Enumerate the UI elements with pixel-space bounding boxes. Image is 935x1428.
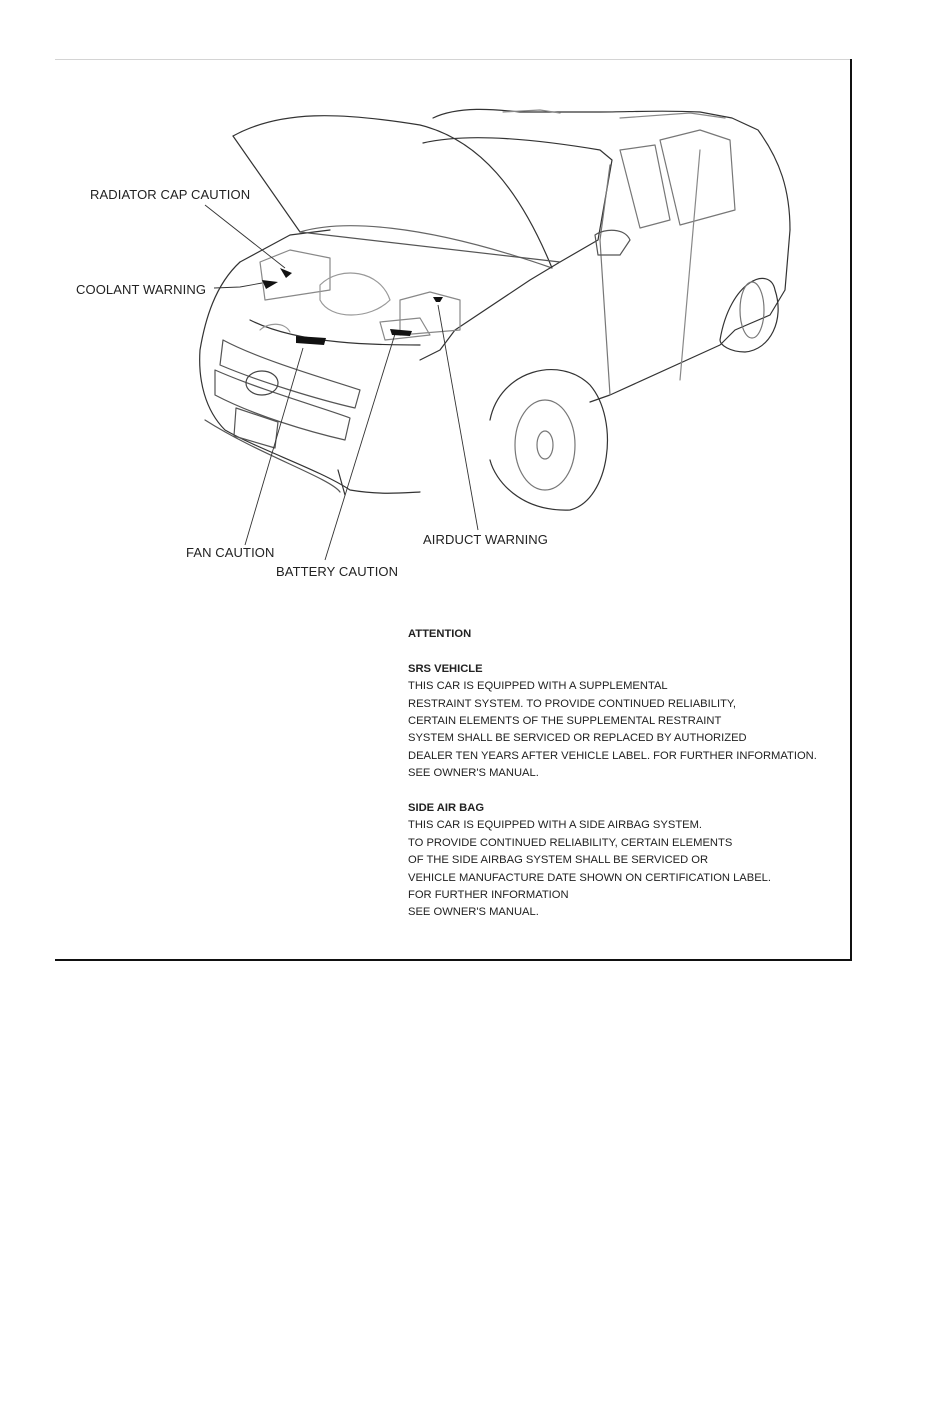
airduct-marker-icon [433,297,443,302]
spacer [408,783,838,800]
srs-line: CERTAIN ELEMENTS OF THE SUPPLEMENTAL RESTRAINT [408,715,722,728]
side-airbag-line: OF THE SIDE AIRBAG SYSTEM SHALL BE SERVICED OR [408,854,709,867]
vehicle-illustration [0,0,935,620]
side-airbag-line: VEHICLE MANUFACTURE DATE SHOWN ON CERTIFICATION LABEL. [408,871,772,884]
radiator-marker-icon [280,268,292,278]
frame-bottom-border [55,959,852,961]
spacer [408,643,838,660]
srs-line: RESTRAINT SYSTEM. TO PROVIDE CONTINUED RELIABILITY, [408,697,737,710]
srs-line: THIS CAR IS EQUIPPED WITH A SUPPLEMENTAL [408,680,668,693]
notes-title: ATTENTION [408,628,472,640]
coolant-marker-icon [262,280,278,289]
section-heading-side-air-bag: SIDE AIR BAG [408,802,485,815]
srs-line: DEALER TEN YEARS AFTER VEHICLE LABEL. FOR FURTHER INFORMATION. [408,749,817,762]
attention-notes [408,626,838,922]
side-airbag-line: SEE OWNER'S MANUAL. [408,906,539,919]
srs-line: SEE OWNER'S MANUAL. [408,767,539,780]
side-airbag-line: TO PROVIDE CONTINUED RELIABILITY, CERTAIN ELEMENTS [408,836,733,849]
callout-airduct-warning: AIRDUCT WARNING [423,532,548,547]
battery-leader-line [325,334,395,560]
side-airbag-line: FOR FURTHER INFORMATION [408,889,569,902]
battery-marker-icon [390,329,412,336]
callout-battery-caution: BATTERY CAUTION [276,564,399,579]
minivan-line-drawing [0,0,935,620]
side-airbag-line: THIS CAR IS EQUIPPED WITH A SIDE AIRBAG SYSTEM. [408,819,703,832]
airduct-leader-line [438,305,478,530]
srs-line: SYSTEM SHALL BE SERVICED OR REPLACED BY AUTHORIZED [408,732,747,745]
section-heading-srs: SRS VEHICLE [408,662,483,675]
callout-coolant-warning: COOLANT WARNING [76,282,207,297]
callout-fan-caution: FAN CAUTION [186,545,275,560]
callout-radiator-cap-caution: RADIATOR CAP CAUTION [90,187,251,202]
fan-marker-icon [296,336,326,345]
radiator-leader-line [205,205,285,268]
